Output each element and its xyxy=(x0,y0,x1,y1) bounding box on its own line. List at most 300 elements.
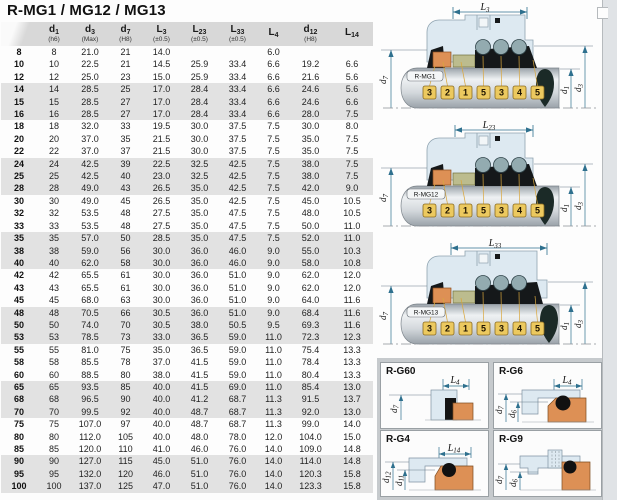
table-row xyxy=(1,356,373,368)
table-cell: 52.0 xyxy=(301,233,320,244)
row-size: 12 xyxy=(13,71,24,82)
table-cell: 10.3 xyxy=(343,245,361,256)
table-cell: 35.0 xyxy=(301,133,320,144)
table-cell: 75 xyxy=(48,419,59,430)
table-cell: 58 xyxy=(120,257,131,268)
table-cell: 42.5 xyxy=(81,158,99,169)
table-cell: 47.0 xyxy=(152,481,171,492)
table-row xyxy=(1,282,373,294)
table-cell: 75.4 xyxy=(301,344,320,355)
table-cell: 60 xyxy=(48,369,59,380)
table-cell: 36.0 xyxy=(190,295,209,306)
table-cell: 59.0 xyxy=(228,357,247,368)
tag: 3 xyxy=(498,323,505,334)
table-cell: 32 xyxy=(48,208,59,219)
table-cell: 47.5 xyxy=(228,220,247,231)
table-cell: 36.0 xyxy=(190,245,209,256)
table-cell: 78.5 xyxy=(81,332,99,343)
dim-l23-label: $L_{23}$ xyxy=(482,120,496,132)
table-row xyxy=(1,46,373,58)
table-cell: 99.5 xyxy=(81,406,99,417)
table-cell: 7.5 xyxy=(267,183,280,194)
table-cell: 62.0 xyxy=(301,282,320,293)
tag: 3 xyxy=(426,87,433,98)
row-size: 53 xyxy=(13,332,24,343)
table-cell: 36.0 xyxy=(190,270,209,281)
table-cell: 11.6 xyxy=(343,307,361,318)
table-cell: 68 xyxy=(48,394,59,405)
table-cell: 58.0 xyxy=(301,257,320,268)
table-cell: 33 xyxy=(48,220,59,231)
table-cell: 27.5 xyxy=(152,208,171,219)
table-cell: 11.0 xyxy=(343,220,361,231)
table-cell: 48.7 xyxy=(190,406,209,417)
table-cell: 11.3 xyxy=(265,419,282,430)
row-size: 20 xyxy=(13,133,24,144)
table-cell: 15.8 xyxy=(343,481,361,492)
table-cell: 14.0 xyxy=(264,456,283,467)
table-cell: 42.0 xyxy=(301,183,320,194)
table-cell: 32.5 xyxy=(190,171,209,182)
tag: 4 xyxy=(516,323,523,334)
table-cell: 59.0 xyxy=(228,344,247,355)
table-cell: 46.0 xyxy=(228,257,247,268)
table-cell: 28.5 xyxy=(81,96,99,107)
table-cell: 63 xyxy=(120,295,131,306)
table-cell: 35.0 xyxy=(190,183,209,194)
page-title: R-MG1 / MG12 / MG13 xyxy=(7,2,166,19)
tag: 2 xyxy=(444,205,451,216)
seat-title: R-G6 xyxy=(499,366,523,377)
dim-l4-label: L4 xyxy=(450,376,460,387)
table-cell: 48 xyxy=(120,220,131,231)
table-cell: 25.9 xyxy=(190,71,209,82)
spring-coil xyxy=(476,40,491,55)
table-cell: 51.0 xyxy=(190,468,209,479)
table-cell: 65.5 xyxy=(81,282,99,293)
table-cell: 38 xyxy=(48,245,59,256)
table-cell: 61 xyxy=(120,282,131,293)
spring-coil xyxy=(476,276,491,291)
table-cell: 7.5 xyxy=(267,121,280,132)
table-cell: 50 xyxy=(48,319,59,330)
table-cell: 40.0 xyxy=(152,406,171,417)
table-row xyxy=(1,58,373,70)
table-cell: 125 xyxy=(117,481,134,492)
table-cell: 40.0 xyxy=(152,394,171,405)
table-cell: 41.2 xyxy=(190,394,209,405)
row-size: 28 xyxy=(13,183,24,194)
table-cell: 48.0 xyxy=(301,208,320,219)
table-row xyxy=(1,245,373,257)
table-cell: 7.5 xyxy=(345,158,359,169)
table-cell: 14.0 xyxy=(264,444,283,454)
model-label: R-MG13 xyxy=(413,309,439,317)
table-cell: 13.3 xyxy=(343,344,361,355)
table-cell: 35.0 xyxy=(190,195,209,206)
table-cell: 95 xyxy=(48,468,59,479)
table-cell: 35.0 xyxy=(152,344,171,355)
table-row xyxy=(1,269,373,281)
table-cell: 28.4 xyxy=(190,96,209,107)
row-size: 60 xyxy=(13,369,24,380)
table-cell: 62.0 xyxy=(81,257,99,268)
table-cell: 11.0 xyxy=(343,233,361,244)
table-cell: 30.0 xyxy=(190,133,209,144)
table-cell: 42.5 xyxy=(228,195,247,206)
table-cell: 91.5 xyxy=(301,394,320,405)
row-size: 32 xyxy=(13,208,24,219)
row-size: 58 xyxy=(13,357,24,368)
table-cell: 9.0 xyxy=(267,245,280,256)
col-header-d3: $d_3$ (Max) xyxy=(71,22,109,46)
table-cell: 110 xyxy=(118,444,133,454)
number-tags xyxy=(423,322,544,335)
table-cell: 35.0 xyxy=(190,208,209,219)
table-cell: 56 xyxy=(120,245,131,256)
set-screw xyxy=(479,136,488,145)
table-row xyxy=(1,133,373,145)
table-cell: 14 xyxy=(48,84,59,95)
tag: 5 xyxy=(534,87,541,98)
table-cell: 6.6 xyxy=(267,96,280,107)
table-cell: 32.0 xyxy=(81,121,99,132)
table-row xyxy=(1,307,373,319)
table-cell: 24 xyxy=(48,158,59,169)
table-cell: 37.5 xyxy=(228,133,247,144)
table-cell: 15 xyxy=(48,96,59,107)
table-row xyxy=(1,294,373,306)
dim-d3-label: $d_3$ xyxy=(573,320,585,328)
row-size: 25 xyxy=(13,171,24,182)
table-cell: 24.6 xyxy=(301,84,320,95)
table-cell: 14.0 xyxy=(264,468,283,479)
table-row xyxy=(1,108,373,120)
table-cell: 68.4 xyxy=(301,307,320,318)
seat-title: R-G9 xyxy=(499,434,523,445)
table-cell: 13.7 xyxy=(343,394,361,405)
diagram-rmg12 xyxy=(377,120,617,238)
spec-table xyxy=(1,22,373,493)
tag: 2 xyxy=(444,323,451,334)
model-label: R-MG12 xyxy=(413,191,439,199)
table-cell: 12.0 xyxy=(343,282,361,293)
dim-l33-label: $L_{33}$ xyxy=(488,238,502,250)
table-cell: 115 xyxy=(118,456,133,467)
table-cell: 6.6 xyxy=(267,84,280,95)
tag: 3 xyxy=(498,205,505,216)
table-row xyxy=(1,393,373,405)
table-cell: 35.0 xyxy=(301,146,320,157)
number-tags xyxy=(423,86,544,99)
table-cell: 9.0 xyxy=(267,282,280,293)
table-cell: 21 xyxy=(120,47,131,57)
tag: 4 xyxy=(516,205,523,216)
table-cell: 68.7 xyxy=(228,406,247,417)
table-cell: 30.5 xyxy=(152,319,171,330)
table-cell: 30.0 xyxy=(152,295,171,306)
table-cell: 30.0 xyxy=(152,245,171,256)
table-row xyxy=(1,83,373,95)
seat-title: R-G4 xyxy=(386,434,410,445)
table-cell: 5.6 xyxy=(345,84,359,95)
table-cell: 68.0 xyxy=(81,295,99,306)
table-cell: 7.5 xyxy=(267,133,280,144)
table-cell: 65.5 xyxy=(81,270,99,281)
tag: 3 xyxy=(426,205,433,216)
table-cell: 51.0 xyxy=(190,456,209,467)
spring-coil xyxy=(494,276,509,291)
table-cell: 41.0 xyxy=(152,444,171,454)
table-cell: 80 xyxy=(120,369,131,380)
table-cell: 59.0 xyxy=(228,369,247,380)
table-cell: 112.0 xyxy=(79,431,101,442)
table-cell: 11.6 xyxy=(343,319,361,330)
table-cell: 13.0 xyxy=(343,381,361,392)
row-size: 55 xyxy=(13,344,24,355)
row-size: 10 xyxy=(13,59,24,70)
table-row xyxy=(1,381,373,393)
table-row xyxy=(1,443,373,455)
dim-d7-label: $d_7$ xyxy=(378,312,390,320)
model-label: R-MG1 xyxy=(414,73,436,81)
table-row xyxy=(1,319,373,331)
table-cell: 7.5 xyxy=(345,171,359,182)
diagram-rmg1 xyxy=(377,2,617,120)
row-size: 40 xyxy=(13,257,24,268)
table-cell: 114.0 xyxy=(299,456,322,467)
table-cell: 80.4 xyxy=(301,369,320,380)
row-size: 70 xyxy=(13,406,24,417)
table-cell: 43 xyxy=(48,282,59,293)
table-cell: 27.5 xyxy=(152,220,171,231)
table-cell: 57.0 xyxy=(81,233,99,244)
table-cell: 50 xyxy=(120,233,131,244)
seat xyxy=(453,403,473,420)
table-cell: 12.3 xyxy=(343,332,361,343)
table-cell: 28.5 xyxy=(81,109,99,120)
table-cell: 37.5 xyxy=(228,146,247,157)
table-cell: 8.0 xyxy=(345,121,359,132)
table-cell: 43 xyxy=(120,183,131,194)
o-ring xyxy=(442,463,456,477)
table-cell: 25 xyxy=(48,171,59,182)
table-cell: 26.5 xyxy=(152,195,171,206)
table-cell: 93.5 xyxy=(81,381,99,392)
tag: 1 xyxy=(462,323,469,334)
table-cell: 58 xyxy=(48,357,59,368)
table-cell: 7.5 xyxy=(345,109,359,120)
table-cell: 55.0 xyxy=(301,245,320,256)
dim-d6-label: d6 xyxy=(508,479,520,487)
table-cell: 30.0 xyxy=(152,270,171,281)
seal-face xyxy=(453,173,475,185)
dim-d7-label: d7 xyxy=(494,476,506,484)
col-header-l23: $L_{23}$ (±0.5) xyxy=(181,22,218,46)
dim-d7-label: $d_7$ xyxy=(378,194,390,202)
seal-seat xyxy=(433,52,451,67)
table-cell: 69.3 xyxy=(301,319,320,330)
table-cell: 11.0 xyxy=(265,357,282,368)
row-size: 43 xyxy=(13,282,24,293)
table-cell: 137.0 xyxy=(78,481,102,492)
table-cell: 73 xyxy=(120,332,131,343)
table-cell: 27 xyxy=(120,109,131,120)
table-row xyxy=(1,145,373,157)
table-cell: 61 xyxy=(120,270,131,281)
table-cell: 7.5 xyxy=(267,171,280,182)
table-cell: 6.6 xyxy=(267,59,280,70)
table-row xyxy=(1,344,373,356)
row-size: 30 xyxy=(13,195,24,206)
col-header-d12: $d_{12}$ (H8) xyxy=(290,22,331,46)
table-cell: 90 xyxy=(48,456,59,467)
table-cell: 105 xyxy=(117,431,134,442)
table-cell: 99.0 xyxy=(301,419,320,430)
table-cell: 76.0 xyxy=(228,468,247,479)
table-cell: 28.5 xyxy=(81,84,99,95)
table-cell: 33.4 xyxy=(228,71,247,82)
table-cell: 35.0 xyxy=(190,233,209,244)
drive-pin xyxy=(495,18,500,23)
dim-d11-label: d11 xyxy=(394,475,406,486)
table-cell: 37.0 xyxy=(152,357,171,368)
table-cell: 46.0 xyxy=(228,245,247,256)
table-cell: 21.0 xyxy=(81,47,99,57)
table-cell: 14.8 xyxy=(343,444,361,454)
dim-d1-label: $d_1$ xyxy=(559,322,571,330)
table-cell: 9.0 xyxy=(345,183,359,194)
table-cell: 37.0 xyxy=(81,146,99,157)
table-cell: 59.0 xyxy=(228,332,247,343)
table-cell: 51.0 xyxy=(228,307,247,318)
table-row xyxy=(1,170,373,182)
table-cell: 53 xyxy=(48,332,59,343)
table-cell: 26.5 xyxy=(152,183,171,194)
table-row xyxy=(1,71,373,83)
table-cell: 33.0 xyxy=(152,332,171,343)
seat-card-rg4 xyxy=(380,430,489,497)
table-row xyxy=(1,220,373,232)
dim-d6-label: d6 xyxy=(507,410,519,418)
table-cell: 48.7 xyxy=(190,419,209,430)
tag: 5 xyxy=(480,87,487,98)
table-cell: 25.9 xyxy=(190,59,209,70)
tag: 3 xyxy=(426,323,433,334)
dim-d7-label: d7 xyxy=(389,405,401,413)
row-size: 95 xyxy=(13,468,24,479)
col-header-d1: $d_1$ (h6) xyxy=(37,22,71,46)
table-row xyxy=(1,431,373,443)
table-cell: 9.0 xyxy=(267,257,280,268)
table-cell: 37.5 xyxy=(228,121,247,132)
table-cell: 42.5 xyxy=(228,171,247,182)
row-size: 18 xyxy=(13,121,24,132)
table-row xyxy=(1,207,373,219)
table-cell xyxy=(218,46,257,58)
seal-face xyxy=(453,55,475,67)
table-cell: 12.0 xyxy=(343,270,361,281)
table-cell: 40 xyxy=(48,257,59,268)
table-row xyxy=(1,257,373,269)
table-cell: 41.5 xyxy=(190,369,209,380)
table-cell: 15.8 xyxy=(343,468,361,479)
table-cell: 7.5 xyxy=(267,158,280,169)
table-cell: 72.3 xyxy=(301,332,320,343)
spring-coil xyxy=(512,158,527,173)
table-cell: 41.5 xyxy=(190,357,209,368)
table-cell: 8 xyxy=(51,47,57,57)
seal-seat xyxy=(433,170,451,185)
table-cell: 46.0 xyxy=(152,468,171,479)
col-header-l33: $L_{33}$ (±0.5) xyxy=(218,22,257,46)
col-header-l4: $L_4$ xyxy=(257,22,290,46)
table-cell: 45.0 xyxy=(152,456,171,467)
table-cell: 85 xyxy=(48,444,59,454)
table-cell: 42.5 xyxy=(228,183,247,194)
table-cell: 76.0 xyxy=(228,481,247,492)
table-cell: 120.3 xyxy=(299,468,322,479)
table-cell: 36.5 xyxy=(190,344,209,355)
table-cell: 16 xyxy=(48,109,59,120)
seat-card-rg9 xyxy=(493,430,602,497)
o-ring xyxy=(556,396,571,411)
table-cell: 36.0 xyxy=(190,307,209,318)
table-cell: 6.6 xyxy=(267,109,280,120)
table-cell: 30.0 xyxy=(152,257,171,268)
table-cell: 85.4 xyxy=(301,381,320,392)
packing-block xyxy=(548,450,562,468)
table-cell: 6.6 xyxy=(267,71,280,82)
table-cell: 53.5 xyxy=(81,208,99,219)
table-cell: 48 xyxy=(48,307,59,318)
table-cell: 92.0 xyxy=(301,406,320,417)
table-cell: 10 xyxy=(48,59,59,70)
row-size: 65 xyxy=(13,381,24,392)
table-row xyxy=(1,406,373,418)
spring-coil xyxy=(476,158,491,173)
table-row xyxy=(1,468,373,480)
table-cell: 12 xyxy=(48,71,59,82)
table-cell xyxy=(331,46,373,58)
table-cell: 90 xyxy=(120,394,131,405)
tag: 4 xyxy=(516,87,523,98)
table-cell: 76.0 xyxy=(228,444,247,454)
seat-diagram-rg4 xyxy=(381,444,488,496)
table-cell: 85 xyxy=(120,381,131,392)
table-cell: 48 xyxy=(120,208,131,219)
tag: 1 xyxy=(462,205,469,216)
table-cell: 11.3 xyxy=(265,406,282,417)
table-row xyxy=(1,369,373,381)
table-cell: 74.0 xyxy=(81,319,99,330)
table-row xyxy=(1,232,373,244)
table-cell: 96.5 xyxy=(81,394,99,405)
row-size: 48 xyxy=(13,307,24,318)
table-cell: 11.0 xyxy=(265,344,282,355)
table-cell: 36.0 xyxy=(190,282,209,293)
table-cell: 51.0 xyxy=(228,282,247,293)
table-cell: 6.6 xyxy=(345,96,359,107)
table-row xyxy=(1,480,373,492)
table-cell: 123.3 xyxy=(299,481,322,492)
table-cell: 38.0 xyxy=(152,369,171,380)
table-cell: 9.5 xyxy=(267,319,280,330)
tag: 5 xyxy=(480,205,487,216)
table-cell: 24.6 xyxy=(301,96,320,107)
table-cell: 65 xyxy=(48,381,59,392)
table-cell: 40 xyxy=(120,171,131,182)
